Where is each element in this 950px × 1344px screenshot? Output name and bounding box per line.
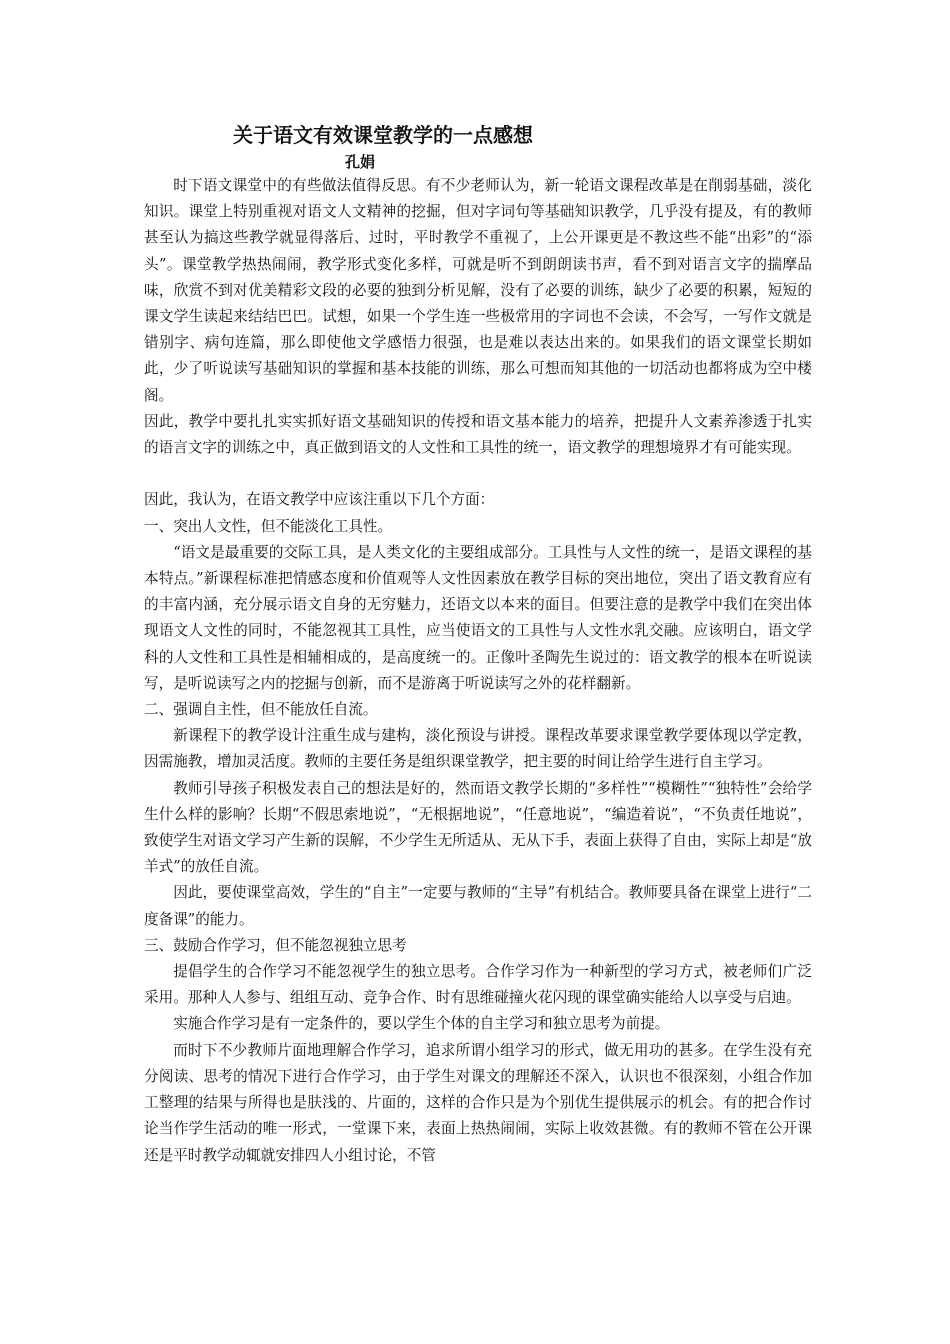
author-name: 孔娟 (345, 153, 376, 171)
paragraph: 因此，我认为，在语文教学中应该注重以下几个方面： (144, 491, 495, 509)
paragraph: 新课程下的教学设计注重生成与建构，淡化预设与讲授。课程改革要求课堂教学要体现以学定教，因需施教，增加灵活度。教师的主要任务是组织课堂教学，把主要的时间让给学生进行自主学习。 (144, 727, 812, 771)
paragraph: 时下语文课堂中的有些做法值得反思。有不少老师认为，新一轮语文课程改革是在削弱基础，淡化知识。课堂上特别重视对语文人文精神的挖掘，但对字词句等基础知识教学，几乎没有提及，有的教师甚至认为搞这些教学就显得落后、过时，平时教学不重视了，上公开课更是不教这些不能“出彩”的“添头”。课堂教学热热闹闹，教学形式变化多样，可就是听不到朗朗读书声，看不到对语言文字的揣摩品味，欣赏不到对优美精彩文段的必要的独到分析见解，没有了必要的训练，缺少了必要的积累，短短的课文学生读起来结结巴巴。试想，如果一个学生连一些极常用的字词也不会读，不会写，一写作文就是错别字、病句连篇，那么即使他文学感悟力很强，也是难以表达出来的。如果我们的语文课堂长期如此，少了听说读写基础知识的掌握和基本技能的训练，那么可想而知其他的一切活动也都将成为空中楼阁。 (144, 177, 812, 404)
blank-line (144, 461, 812, 487)
paragraph: “语文是最重要的交际工具，是人类文化的主要组成部分。工具性与人文性的统一，是语文课程的基本特点。”新课程标准把情感态度和价值观等人文性因素放在教学目标的突出地位，突出了语文教育应有的丰富内涵，充分展示语文自身的无穷魅力，还语文以本来的面目。但要注意的是教学中我们在突出体现语文人文性的同时，不能忽视其工具性，应当使语文的工具性与人文性水乳交融。应该明白，语文学科的人文性和工具性是相辅相成的，是高度统一的。正像叶圣陶先生说过的：语文教学的根本在听说读写，是听说读写之内的挖掘与创新，而不是游离于听说读写之外的花样翻新。 (144, 543, 812, 692)
paragraph: 实施合作学习是有一定条件的，要以学生个体的自主学习和独立思考为前提。 (173, 1015, 670, 1033)
paragraph: 因此，要使课堂高效，学生的“自主”一定要与教师的“主导”有机结合。教师要具备在课堂上进行“二度备课”的能力。 (144, 884, 812, 928)
paragraph: 教师引导孩子积极发表自己的想法是好的，然而语文教学长期的“多样性”“模糊性”“独特性”会给学生什么样的影响？长期“不假思索地说”，“无根据地说”，“任意地说”，“编造着说”，“不负责任地说”，致使学生对语文学习产生新的误解，不少学生无所适从、无从下手，表面上获得了自由，实际上却是“放羊式”的放任自流。 (144, 779, 812, 876)
paragraph: 提倡学生的合作学习不能忽视学生的独立思考。合作学习作为一种新型的学习方式，被老师们广泛采用。那种人人参与、组组互动、竞争合作、时有思维碰撞火花闪现的课堂确实能给人以享受与启迪。 (144, 963, 812, 1007)
paragraph: 因此，教学中要扎扎实实抓好语文基础知识的传授和语文基本能力的培养，把提升人文素养渗透于扎实的语言文字的训练之中，真正做到语文的人文性和工具性的统一，语文教学的理想境界才有可能实现。 (144, 412, 812, 457)
document-body (144, 173, 812, 1169)
paragraph: 而时下不少教师片面地理解合作学习，追求所谓小组学习的形式，做无用功的甚多。在学生没有充分阅读、思考的情况下进行合作学习，由于学生对课文的理解还不深入，认识也不很深刻，小组合作加工整理的结果与所得也是肤浅的、片面的，这样的合作只是为个别优生提供展示的机会。有的把合作讨论当作学生活动的唯一形式，一堂课下来，表面上热热闹闹，实际上收效甚微。有的教师不管在公开课还是平时教学动辄就安排四人小组讨论，不管 (144, 1041, 812, 1164)
section-heading: 三、鼓励合作学习，但不能忽视独立思考 (144, 936, 407, 954)
section-heading: 一、突出人文性，但不能淡化工具性。 (144, 517, 393, 535)
section-heading: 二、强调自主性，但不能放任自流。 (144, 701, 378, 719)
document-title: 关于语文有效课堂教学的一点感想 (233, 123, 533, 147)
